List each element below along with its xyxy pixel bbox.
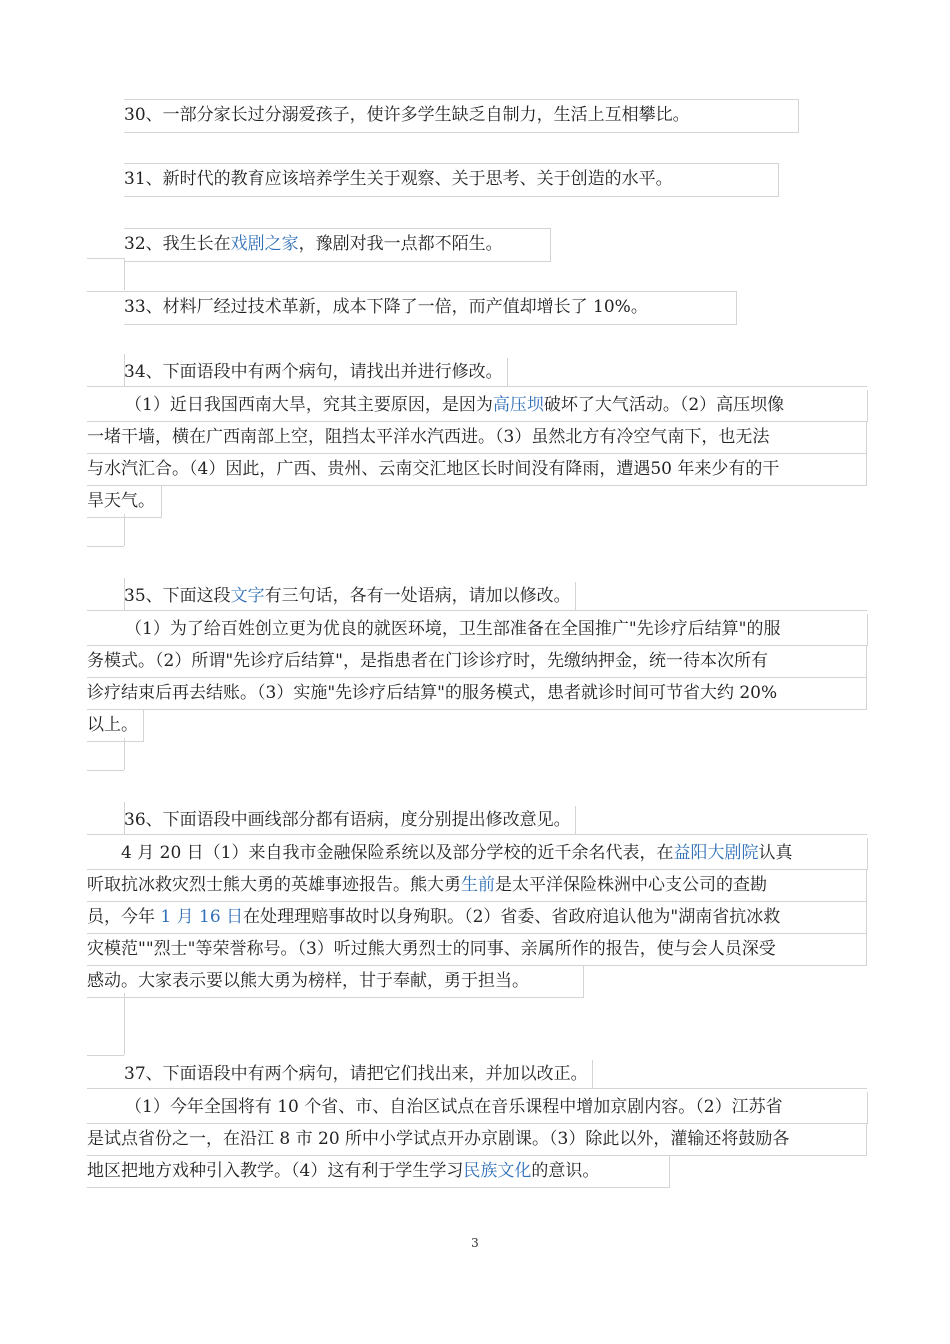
link-national-culture[interactable]: 民族文化 — [463, 1161, 532, 1181]
question-37-passage — [87, 1092, 867, 1188]
question-30-text: 30、一部分家长过分溺爱孩子，使许多学生缺乏自制力，生活上互相攀比。 — [124, 105, 690, 125]
question-34-passage — [87, 390, 867, 518]
passage-line: 以上。 — [87, 710, 144, 742]
table-border — [87, 1055, 124, 1056]
table-border — [87, 258, 124, 259]
passage-line — [87, 870, 867, 902]
question-32 — [124, 228, 551, 262]
question-36-passage — [87, 838, 867, 998]
table-border — [87, 1088, 867, 1089]
passage-text: 是太平洋保险株洲中心支公司的查勘 — [495, 875, 767, 895]
passage-line: 是试点省份之一，在沿江 8 市 20 所中小学试点开办京剧课。（3）除此以外，灌输还将鼓励各 — [87, 1124, 867, 1156]
passage-text: 员，今年 — [87, 907, 161, 927]
table-border — [87, 546, 124, 547]
question-35-passage — [87, 614, 867, 742]
link-text[interactable]: 文字 — [230, 586, 265, 606]
passage-text: 听取抗冰救灾烈士熊大勇的英雄事迹报告。熊大勇 — [87, 875, 461, 895]
question-30 — [124, 99, 799, 133]
passage-line: 一堵干墙，横在广西南部上空，阻挡太平洋水汽西进。（3）虽然北方有冷空气南下，也无法 — [87, 422, 867, 454]
question-31 — [124, 163, 779, 197]
table-border — [124, 258, 125, 290]
link-high-pressure-dam[interactable]: 高压坝 — [492, 395, 544, 415]
question-36-text: 36、下面语段中画线部分都有语病，度分别提出修改意见。 — [124, 810, 571, 830]
question-35-text-end: 有三句话，各有一处语病，请加以修改。 — [264, 586, 571, 606]
question-34 — [124, 358, 508, 386]
question-32-text-end: ，豫剧对我一点都不陌生。 — [298, 234, 503, 254]
passage-line: 感动。大家表示要以熊大勇为榜样，甘于奉献，勇于担当。 — [87, 966, 584, 998]
link-yiyang-theater[interactable]: 益阳大剧院 — [673, 843, 759, 863]
passage-line — [87, 1156, 670, 1188]
question-32-text: 32、我生长在 — [124, 234, 231, 254]
page-number: 3 — [471, 1236, 479, 1250]
passage-text: 地区把地方戏种引入教学。（4）这有利于学生学习 — [87, 1161, 464, 1181]
question-37 — [124, 1060, 593, 1088]
passage-line: 与水汽汇合。（4）因此，广西、贵州、云南交汇地区长时间没有降雨，遭遇50 年来少有的干 — [87, 454, 867, 486]
passage-line: （1）为了给百姓创立更为优良的就医环境，卫生部准备在全国推广"先诊疗后结算"的服 — [87, 614, 868, 646]
table-border — [87, 610, 867, 611]
table-border — [124, 738, 125, 770]
passage-text: 认真 — [758, 843, 793, 863]
passage-line: 灾模范""烈士"等荣誉称号。（3）听过熊大勇烈士的同事、亲属所作的报告，使与会人员深受 — [87, 934, 867, 966]
passage-text: 在处理理赔事故时以身殉职。（2）省委、省政府追认他为"湖南省抗冰救 — [243, 907, 781, 927]
question-33-text: 33、材料厂经过技术革新，成本下降了一倍，而产值却增长了 10%。 — [124, 297, 648, 317]
question-31-text: 31、新时代的教育应该培养学生关于观察、关于思考、关于创造的水平。 — [124, 169, 673, 189]
table-border — [87, 770, 124, 771]
passage-line — [87, 838, 868, 870]
passage-text: 的意识。 — [531, 1161, 600, 1181]
table-border — [124, 514, 125, 546]
passage-text: 4 月 20 日（1）来自我市金融保险系统以及部分学校的近千余名代表，在 — [121, 843, 674, 863]
question-37-text: 37、下面语段中有两个病句，请把它们找出来，并加以改正。 — [124, 1064, 588, 1084]
passage-text: 破坏了大气活动。（2）高压坝像 — [543, 395, 785, 415]
table-border — [87, 291, 124, 292]
question-33 — [124, 291, 737, 325]
question-35-text: 35、下面这段 — [124, 586, 231, 606]
passage-line: 务模式。（2）所谓"先诊疗后结算"，是指患者在门诊诊疗时，先缴纳押金，统一待本次所有 — [87, 646, 867, 678]
link-drama-home[interactable]: 戏剧之家 — [230, 234, 299, 254]
passage-line — [87, 390, 868, 422]
table-border — [87, 834, 867, 835]
question-36 — [124, 806, 576, 834]
table-border — [87, 386, 867, 387]
table-border — [124, 993, 125, 1055]
question-35 — [124, 582, 576, 610]
passage-line — [87, 902, 867, 934]
question-34-text: 34、下面语段中有两个病句，请找出并进行修改。 — [124, 362, 503, 382]
passage-line: （1）今年全国将有 10 个省、市、自治区试点在音乐课程中增加京剧内容。（2）江苏省 — [87, 1092, 868, 1124]
passage-text: （1）近日我国西南大旱，究其主要原因，是因为 — [125, 395, 493, 415]
link-date[interactable]: 1 月 16 日 — [160, 907, 244, 927]
passage-line: 旱天气。 — [87, 486, 162, 518]
passage-line: 诊疗结束后再去结账。（3）实施"先诊疗后结算"的服务模式，患者就诊时间可节省大约 20% — [87, 678, 867, 710]
link-lifetime[interactable]: 生前 — [461, 875, 495, 895]
